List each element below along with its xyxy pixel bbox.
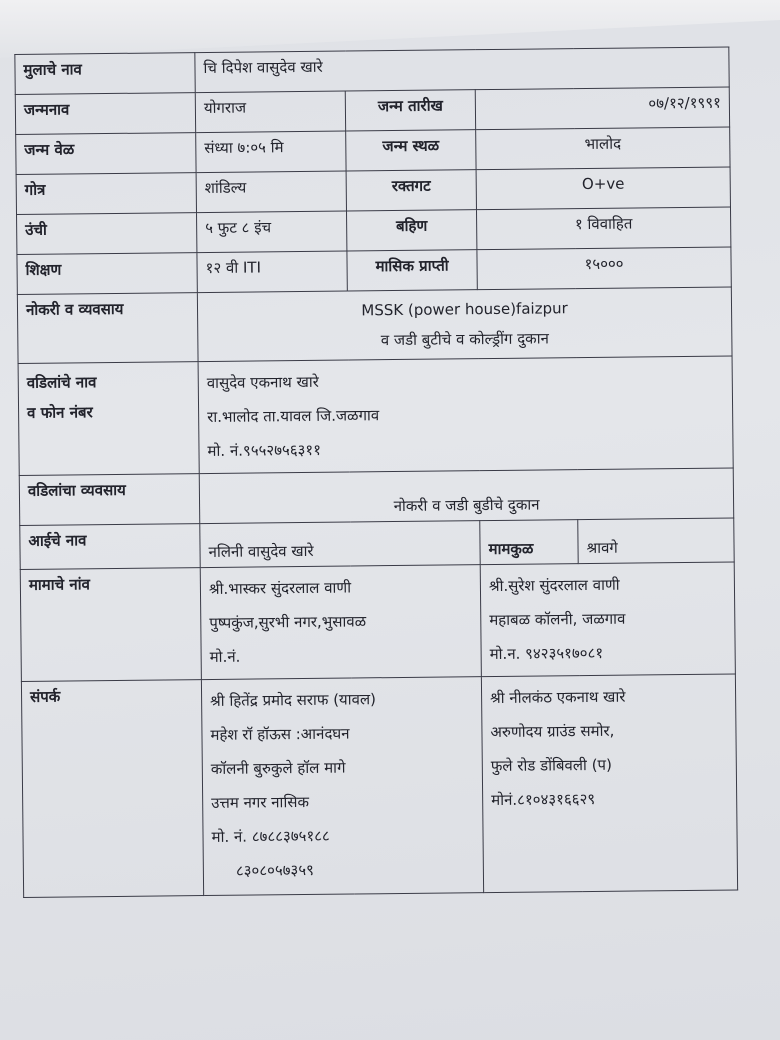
contact-left-line-4: उत्तम नगर नासिक — [211, 792, 310, 812]
label-birth-name: जन्मनाव — [15, 93, 195, 135]
value-father-business: नोकरी व जडी बुडीचे दुकान — [199, 468, 733, 524]
value-mamkul: श्रावगे — [578, 518, 734, 564]
job-line-2: व जडी बुटीचे व कोल्ड्रींग दुकान — [380, 329, 549, 350]
label-mother: आईचे नाव — [20, 524, 200, 570]
uncle-right-line-1: श्री.सुरेश सुंदरलाल वाणी — [488, 575, 620, 596]
uncle-left-line-1: श्री.भास्कर सुंदरलाल वाणी — [208, 578, 352, 598]
value-gotra: शांडिल्य — [196, 171, 346, 213]
label-birth-date: जन्म तारीख — [345, 90, 475, 131]
value-birth-date: ०७/१२/१९९१ — [475, 87, 729, 130]
biodata-document — [14, 15, 737, 912]
contact-left-line-2: महेश रॉ हॉऊस :आनंदघन — [210, 724, 350, 744]
value-father — [198, 356, 733, 474]
value-birth-time: संध्या ७:०५ मि — [196, 131, 346, 173]
father-line-1: वासुदेव एकनाथ खारे — [206, 372, 319, 393]
value-job — [197, 287, 732, 362]
label-job: नोकरी व व्यवसाय — [17, 293, 198, 364]
label-blood-group: रक्तगट — [346, 170, 476, 211]
value-contact-right — [481, 674, 737, 893]
label-mamkul: मामकुळ — [480, 520, 578, 565]
contact-right-line-3: फुले रोड डोंबिवली (प) — [490, 755, 612, 776]
row-father-business — [19, 468, 733, 525]
value-education: १२ वी ITI — [197, 251, 347, 293]
value-birth-place: भालोद — [476, 127, 730, 170]
value-contact-left — [201, 677, 483, 896]
contact-right-line-4: मोनं.८१०४३१६६२९ — [491, 789, 596, 810]
uncle-left-line-2: पुष्पकुंज,सुरभी नगर,भुसावळ — [209, 612, 367, 632]
contact-right-line-2: अरुणोदय ग्राउंड समोर, — [490, 721, 615, 742]
label-father-business: वडिलांचा व्यवसाय — [19, 474, 200, 526]
father-line-2: रा.भालोद ता.यावल जि.जळगाव — [207, 406, 380, 426]
label-child-name: मुलाचे नाव — [15, 53, 195, 95]
contact-left-line-3: कॉलनी बुरुकुले हॉल मागे — [210, 758, 346, 778]
label-birth-place: जन्म स्थळ — [346, 130, 476, 171]
row-father — [18, 356, 733, 475]
job-line-1: MSSK (power house)faizpur — [361, 299, 568, 320]
biodata-table — [14, 47, 738, 898]
contact-right-line-1: श्री नीलकंठ एकनाथ खारे — [490, 687, 626, 708]
label-height: उंची — [17, 213, 197, 255]
row-job — [17, 287, 732, 363]
row-mother — [20, 518, 734, 569]
value-child-name: चि दिपेश वासुदेव खारे — [195, 47, 729, 93]
father-label-line-1: वडिलांचे नाव — [26, 373, 97, 392]
contact-left-line-6: ८३०८०५७३५९ — [235, 860, 315, 880]
value-height: ५ फुट ८ इंच — [197, 211, 347, 253]
value-blood-group: O+ve — [476, 167, 730, 210]
contact-left-line-1: श्री हितेंद्र प्रमोद सराफ (यावल) — [210, 690, 377, 710]
label-contact: संपर्क — [21, 680, 203, 898]
value-uncle-left — [200, 565, 481, 680]
value-birth-name: योगराज — [195, 91, 345, 133]
label-birth-time: जन्म वेळ — [16, 133, 196, 175]
label-uncle: मामाचे नांव — [20, 568, 201, 682]
uncle-right-line-2: महाबळ कॉलनी, जळगाव — [489, 609, 626, 630]
value-uncle-right — [480, 562, 735, 677]
value-sister: १ विवाहित — [476, 207, 730, 250]
label-monthly-income: मासिक प्राप्ती — [347, 250, 477, 291]
value-monthly-income: १५००० — [477, 247, 731, 290]
row-contact — [21, 674, 737, 897]
label-sister: बहिण — [346, 210, 476, 251]
father-label-line-2: व फोन नंबर — [26, 403, 93, 422]
uncle-right-line-3: मो.न. ९४२३५१७०८१ — [489, 643, 604, 664]
contact-left-line-5: मो. नं. ८७८८३७५१८८ — [211, 826, 330, 846]
row-uncle — [20, 562, 735, 681]
value-mother: नलिनी वासुदेव खारे — [200, 521, 480, 568]
label-gotra: गोत्र — [16, 173, 196, 215]
uncle-left-line-3: मो.नं. — [209, 647, 241, 666]
father-line-3: मो. नं.९५५२७५६३११ — [207, 440, 322, 460]
label-education: शिक्षण — [17, 253, 197, 295]
label-father — [18, 362, 199, 476]
